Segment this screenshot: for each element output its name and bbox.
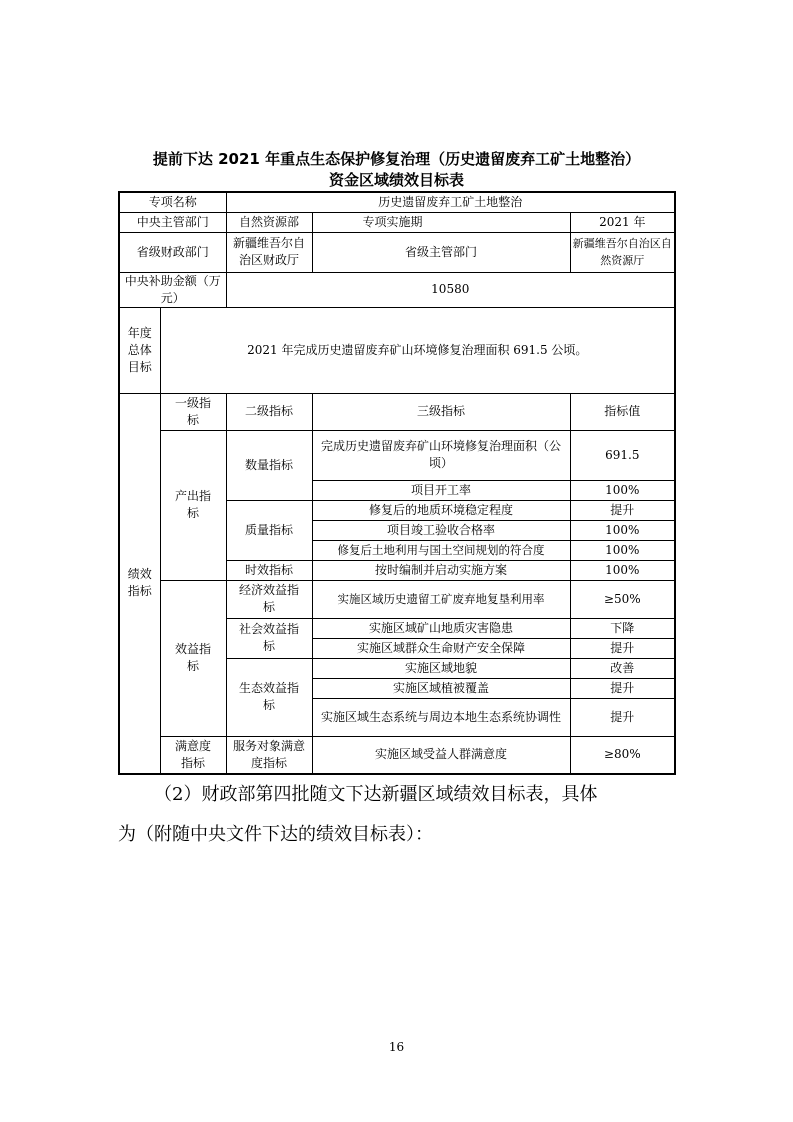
project-name-value: 历史遗留废弃工矿土地整治	[226, 192, 675, 212]
quantity-indicator: 数量指标	[226, 430, 312, 500]
service-indicator: 服务对象满意度指标	[226, 736, 312, 774]
indicators-label: 绩效指标	[119, 393, 160, 774]
page-number: 16	[388, 1040, 405, 1054]
indicator-value: 提升	[570, 678, 675, 698]
table-row	[119, 580, 675, 618]
indicator-value: ≥50%	[570, 580, 675, 618]
table-row	[119, 307, 675, 393]
central-dept-label: 中央主管部门	[119, 212, 226, 232]
prov-finance-value: 新疆维吾尔自治区财政厅	[226, 232, 312, 272]
economic-indicator: 经济效益指标	[226, 580, 312, 618]
prov-dept-label: 省级主管部门	[312, 232, 570, 272]
indicator-value: 100%	[570, 560, 675, 580]
social-indicator: 社会效益指标	[226, 618, 312, 658]
col-value-header: 指标值	[570, 393, 675, 430]
subsidy-label: 中央补助金额（万元）	[119, 272, 226, 307]
indicator-value: 691.5	[570, 430, 675, 480]
level3-indicator: 修复后土地利用与国土空间规划的符合度	[312, 540, 570, 560]
satisfaction-indicator: 满意度指标	[160, 736, 226, 774]
level3-indicator: 实施区域地貌	[312, 658, 570, 678]
table-title-line1: 提前下达 2021 年重点生态保护修复治理（历史遗留废弃工矿土地整治）	[152, 150, 641, 168]
subsidy-value: 10580	[226, 272, 675, 307]
indicator-value: 提升	[570, 698, 675, 736]
table-row	[119, 736, 675, 774]
period-value: 2021 年	[570, 212, 675, 232]
body-paragraph: 为（附随中央文件下达的绩效目标表）：	[118, 824, 433, 845]
output-indicator: 产出指标	[160, 430, 226, 580]
level3-indicator: 实施区域历史遗留工矿废弃地复垦利用率	[312, 580, 570, 618]
col-level2-header: 二级指标	[226, 393, 312, 430]
col-level1-header: 一级指标	[160, 393, 226, 430]
indicator-value: ≥80%	[570, 736, 675, 774]
level3-indicator: 实施区域矿山地质灾害隐患	[312, 618, 570, 638]
performance-target-table	[118, 191, 676, 775]
body-paragraph: （2）财政部第四批随文下达新疆区域绩效目标表，具体	[154, 784, 598, 805]
level3-indicator: 完成历史遗留废弃矿山环境修复治理面积（公顷）	[312, 430, 570, 480]
indicator-value: 提升	[570, 500, 675, 520]
timeliness-indicator: 时效指标	[226, 560, 312, 580]
level3-indicator: 实施区域生态系统与周边本地生态系统协调性	[312, 698, 570, 736]
table-row	[119, 272, 675, 307]
col-level3-header: 三级指标	[312, 393, 570, 430]
indicator-value: 改善	[570, 658, 675, 678]
prov-dept-value: 新疆维吾尔自治区自然资源厅	[570, 232, 675, 272]
level3-indicator: 实施区域植被覆盖	[312, 678, 570, 698]
indicator-value: 100%	[570, 480, 675, 500]
level3-indicator: 实施区域群众生命财产安全保障	[312, 638, 570, 658]
level3-indicator: 按时编制并启动实施方案	[312, 560, 570, 580]
level3-indicator: 项目竣工验收合格率	[312, 520, 570, 540]
table-row	[119, 212, 675, 232]
project-name-label: 专项名称	[119, 192, 226, 212]
ecological-indicator: 生态效益指标	[226, 658, 312, 736]
annual-goal-label: 年度总体目标	[119, 307, 160, 393]
central-dept-value: 自然资源部	[226, 212, 312, 232]
level3-indicator: 实施区域受益人群满意度	[312, 736, 570, 774]
indicator-value: 下降	[570, 618, 675, 638]
table-row	[119, 430, 675, 480]
period-label: 专项实施期	[312, 212, 570, 232]
table-row	[119, 393, 675, 430]
table-row	[119, 192, 675, 212]
quality-indicator: 质量指标	[226, 500, 312, 560]
level3-indicator: 项目开工率	[312, 480, 570, 500]
benefit-indicator: 效益指标	[160, 580, 226, 736]
annual-goal-text: 2021 年完成历史遗留废弃矿山环境修复治理面积 691.5 公顷。	[160, 307, 675, 393]
table-title-line2: 资金区域绩效目标表	[328, 171, 464, 189]
indicator-value: 100%	[570, 520, 675, 540]
indicator-value: 提升	[570, 638, 675, 658]
prov-finance-label: 省级财政部门	[119, 232, 226, 272]
indicator-value: 100%	[570, 540, 675, 560]
table-row	[119, 232, 675, 272]
level3-indicator: 修复后的地质环境稳定程度	[312, 500, 570, 520]
